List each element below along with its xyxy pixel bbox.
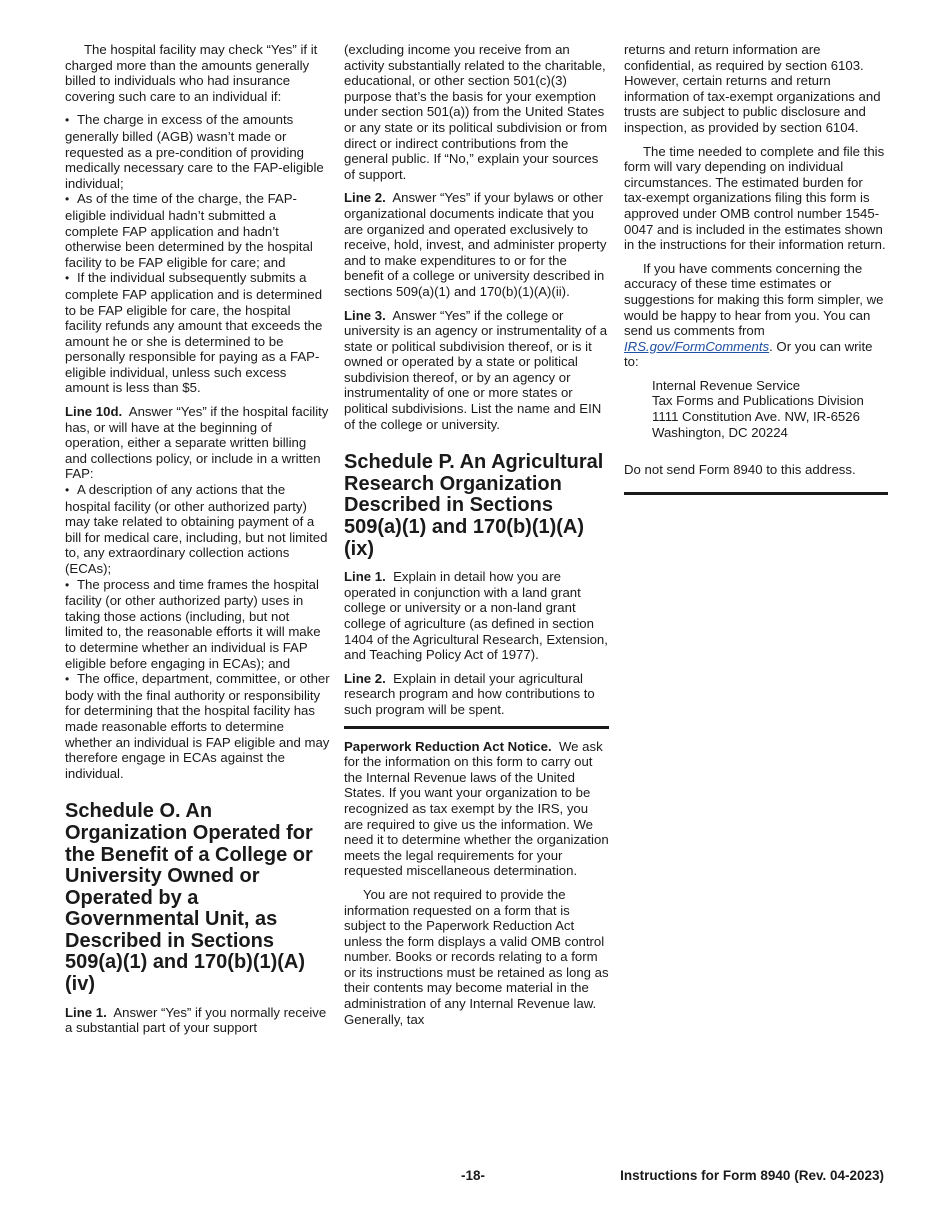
schedule-o-line2-label: Line 2. (344, 190, 386, 206)
schedule-o-line1-label: Line 1. (65, 1004, 107, 1020)
section-divider (344, 726, 609, 729)
paragraph-comments (624, 261, 888, 370)
schedule-o-line2 (344, 190, 609, 299)
schedule-o-line3-label: Line 3. (344, 307, 386, 323)
bullet-ecas-description: • A description of any actions that the hospital facility (or other authorized party) may take related to obtaining payment of a bill for medical care, including, but not limited to, any extraordinary collection actions (ECAs); (65, 482, 330, 577)
address-line: 1111 Constitution Ave. NW, IR-6526 (652, 409, 860, 425)
irs-form-comments-link[interactable]: IRS.gov/FormComments (624, 338, 770, 354)
paragraph-confidentiality: returns and return information are confidential, as required by section 6103. However, certain returns and return information of tax-exempt organizations and trusts are subject to public disclosure and inspection, as provided by section 6104. (624, 42, 881, 135)
address-line: Internal Revenue Service (652, 377, 801, 393)
bullet-office-authority: • The office, department, committee, or other body with the final authority or responsibility for determining that the hospital facility has made reasonable efforts to determine whether an individual is FAP eligible and may therefore engage in ECAs against the individual. (65, 671, 330, 781)
line10d-text: Answer “Yes” if the hospital facility has, or will have at the beginning of operation, either a separate written billing and collections policy, or include in a written FAP: (65, 404, 329, 482)
bullet-fap-not-submitted: • As of the time of the charge, the FAP-eligible individual hadn’t submitted a complete FAP application and hadn’t otherwise been determined by the hospital facility to be FAP eligible for care; and (65, 191, 330, 270)
end-rule (624, 492, 888, 495)
paragraph-time-burden: The time needed to complete and file this form will vary depending on individual circumstances. The estimated burden for tax-exempt organizations filing this form is approved under OMB control number 1545-0047 and is included in the estimates shown in the instructions for their information return. (624, 143, 886, 253)
schedule-o-heading: Schedule O. An Organization Operated for the Benefit of a College or University Owned or Operated by a Governmental Unit, as Described in Sections 509(a)(1) and 170(b)(1)(A)(iv) (65, 800, 313, 996)
address-line: Washington, DC 20224 (652, 424, 788, 440)
schedule-o-line1 (65, 1005, 330, 1036)
schedule-p-line2-text: Explain in detail your agricultural research program and how contributions to such program will be spent. (344, 670, 595, 717)
schedule-p-line2 (344, 671, 609, 718)
schedule-o-line1-text: Answer “Yes” if you normally receive a substantial part of your support (65, 1004, 327, 1036)
column-left (65, 42, 330, 1044)
schedule-o-line3 (344, 308, 609, 433)
column-right (624, 42, 888, 505)
paragraph-do-not-send: Do not send Form 8940 to this address. (624, 462, 856, 478)
schedule-o-line3-text: Answer “Yes” if the college or university is an agency or instrumentality of a state or political subdivision thereof, or is it owned or operated by a state or political subdivision thereof, or by an agency or instrumentality of one or more states or political subdivisions. List the name and EIN of the college or university. (344, 307, 608, 432)
bullet-agb-precondition: • The charge in excess of the amounts generally billed (AGB) wasn’t made or requested as a pre-condition of providing medically necessary care to the FAP-eligible individual; (65, 112, 330, 191)
page-number: -18- (461, 1168, 486, 1183)
line10d-label: Line 10d. (65, 404, 123, 420)
schedule-p-line1-label: Line 1. (344, 569, 386, 585)
address-line: Tax Forms and Publications Division (652, 393, 864, 409)
schedule-o-line2-text: Answer “Yes” if your bylaws or other organizational documents indicate that you are organized and operated exclusively to receive, hold, invest, and administer property and to make expenditures to or for the benefit of a college or university described in sections 509(a)(1) and 170(b)(1)(A)(ii). (344, 190, 607, 299)
schedule-p-line1-text: Explain in detail how you are operated in conjunction with a land grant college or university or a non-land grant college of agriculture (as defined in section 1404 of the Agricultural Research, Extension, and Teaching Policy Act of 1977). (344, 569, 608, 663)
comments-text-end: . Or you can write to: (624, 338, 873, 370)
form-title: Instructions for Form 8940 (Rev. 04-2023) (620, 1168, 884, 1183)
paperwork-reduction-label: Paperwork Reduction Act Notice. (344, 738, 552, 754)
column-middle (344, 42, 609, 1035)
schedule-o-line1-continued: (excluding income you receive from an activity substantially related to the charitable, educational, or other section 501(c)(3) purpose that’s the basis for your exemption under section 501(a)) from the United States or any state or its political subdivision or from direct or indirect contributions from the general public. If “No,” explain your sources of support. (344, 42, 608, 182)
paragraph-not-required: You are not required to provide the information requested on a form that is subject to the Paperwork Reduction Act unless the form displays a valid OMB control number. Books or records relating to a form or its instructions must be retained as long as their contents may become material in the administration of any Internal Revenue law. Generally, tax (344, 886, 609, 1027)
bullet-refund: • If the individual subsequently submits a complete FAP application and is determined to be FAP eligible for care, the hospital facility refunds any amount that exceeds the amount he or she is determined to be personally responsible for paying as a FAP-eligible individual, unless such excess amount is less than $5. (65, 270, 330, 396)
line10d-paragraph (65, 404, 330, 482)
bullet-process-time-frames: • The process and time frames the hospital facility (or other authorized party) uses in taking those actions (including, but not limited to, the reasonable efforts it will make to determine whether an individual is FAP eligible before engaging in ECAs); and (65, 577, 330, 672)
paperwork-reduction-text: We ask for the information on this form to carry out the Internal Revenue laws of the United States. If you want your organization to be recognized as tax exempt by the IRS, you are required to give us the information. We need it to determine whether the organization meets the legal requirements for your requested miscellaneous determination. (344, 738, 609, 879)
comments-text-start: If you have comments concerning the accuracy of these time estimates or suggestions for making this form simpler, we would be happy to hear from you. You can send us comments from (624, 260, 884, 339)
paragraph-agb-intro: The hospital facility may check “Yes” if it charged more than the amounts generally billed to individuals who had insurance covering such care to an individual if: (65, 42, 318, 104)
schedule-p-line1 (344, 569, 609, 663)
paperwork-reduction-notice (344, 739, 609, 879)
mailing-address (624, 378, 888, 440)
schedule-p-line2-label: Line 2. (344, 670, 386, 686)
schedule-p-heading: Schedule P. An Agricultural Research Organization Described in Sections 509(a)(1) and 170(b)(1)(A)(ix) (344, 451, 604, 560)
